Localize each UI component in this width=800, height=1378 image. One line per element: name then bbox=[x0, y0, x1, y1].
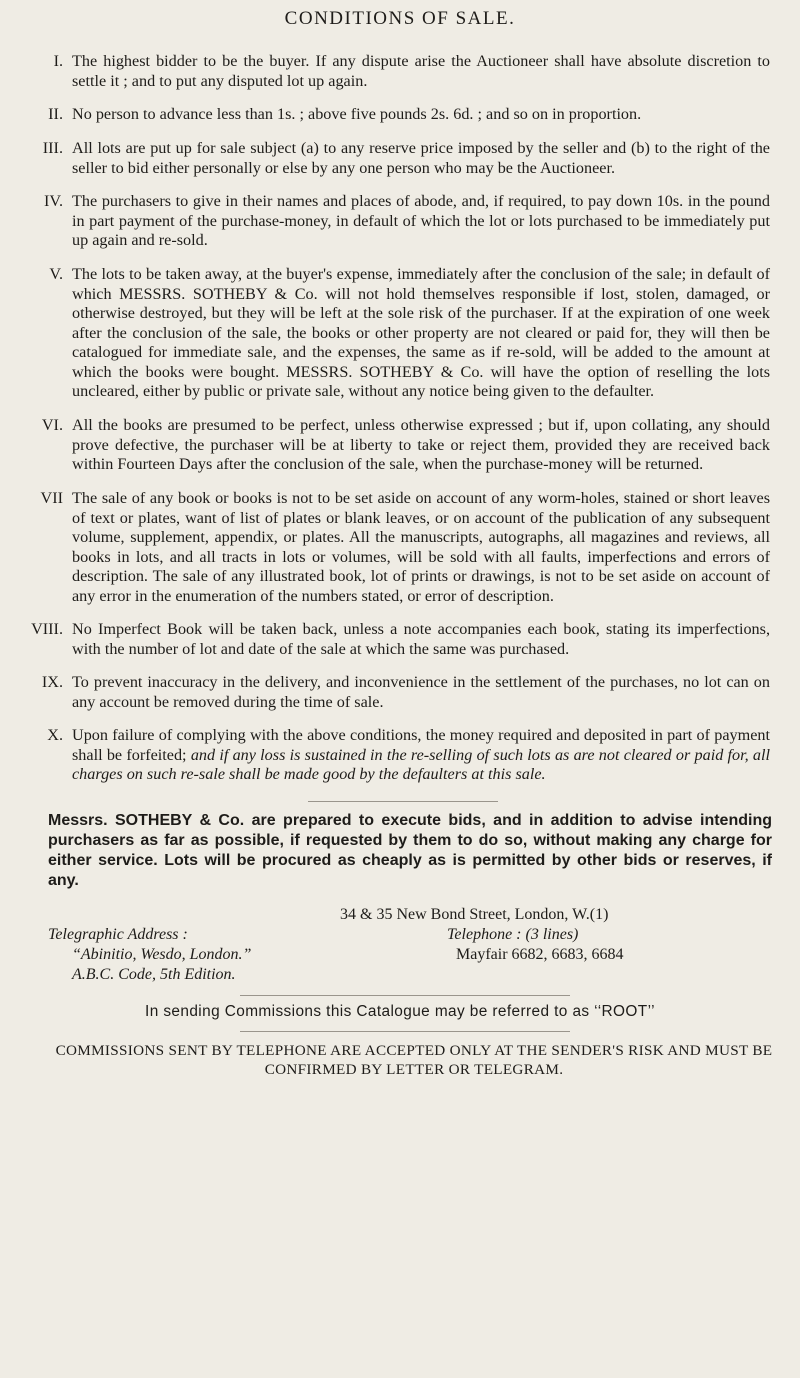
condition-text: The highest bidder to be the buyer. If any dispute arise the Auctioneer shall have absolute discretion to settle it ; and to put any disputed lot up again. bbox=[72, 52, 770, 90]
condition-item bbox=[0, 489, 800, 606]
telephone-label: Telephone : (3 lines) bbox=[447, 926, 579, 943]
condition-number: V. bbox=[49, 265, 63, 283]
telegraphic-address-value: “Abinitio, Wesdo, London.” bbox=[72, 946, 252, 963]
condition-text: The sale of any book or books is not to be set aside on account of any worm-holes, stained or short leaves of text or plates, want of list of plates or blank leaves, or on account of the publication of any subsequent volume, supplement, appendix, or plates. All the manuscripts, autographs, all magazines and reviews, all books in lots, and all tracts in lots or volumes, will be sold with all faults, imperfections and errors of description. The sale of any illustrated book, lot of prints or drawings, is not to be set aside on account of any error in the enumeration of the numbers stated, or error of description. bbox=[72, 489, 770, 605]
condition-item bbox=[0, 139, 800, 178]
abc-code: A.B.C. Code, 5th Edition. bbox=[72, 966, 236, 983]
condition-text: To prevent inaccuracy in the delivery, and inconvenience in the settlement of the purchases, no lot can on any account be removed during the time of sale. bbox=[72, 673, 770, 711]
condition-number: VI. bbox=[41, 416, 63, 434]
condition-text: No Imperfect Book will be taken back, unless a note accompanies each book, stating its imperfections, with the number of lot and date of the sale at which the same was purchased. bbox=[72, 620, 770, 658]
divider bbox=[308, 801, 498, 802]
telegraphic-address-label: Telegraphic Address : bbox=[48, 926, 188, 943]
condition-text-plain: Upon failure of complying with the above conditions, the money required and deposited in part of payment shall be forfeited; bbox=[72, 726, 770, 764]
condition-item bbox=[0, 52, 800, 91]
condition-number: VIII. bbox=[31, 620, 63, 638]
condition-number: III. bbox=[42, 139, 63, 157]
messrs-sotheby-notice: Messrs. SOTHEBY & Co. are prepared to execute bids, and in addition to advise intending purchasers as far as possible, if requested by them to do so, without making any charge for either service. Lots will be procured as cheaply as is permitted by other bids or reserves, if any. bbox=[48, 812, 772, 889]
condition-number: IV. bbox=[43, 192, 63, 210]
condition-item bbox=[0, 265, 800, 402]
condition-item bbox=[0, 416, 800, 475]
condition-text: The purchasers to give in their names and places of abode, and, if required, to pay down 10s. in the pound in part payment of the purchase-money, in default of which the lot or lots purchased to be immediately put up again and re-sold. bbox=[72, 192, 770, 249]
page-title: CONDITIONS OF SALE. bbox=[284, 8, 516, 29]
condition-text: All lots are put up for sale subject (a) to any reserve price imposed by the seller and (b) to the right of the seller to bid either personally or else by any one person who may be the Auctioneer. bbox=[72, 139, 770, 177]
condition-item bbox=[0, 105, 800, 125]
condition-number: X. bbox=[47, 726, 63, 744]
condition-number: IX. bbox=[41, 673, 63, 691]
condition-number: II. bbox=[48, 105, 63, 123]
condition-item bbox=[0, 192, 800, 251]
divider bbox=[240, 995, 570, 996]
condition-item bbox=[0, 726, 800, 785]
condition-number: VII bbox=[40, 489, 63, 507]
condition-item bbox=[0, 620, 800, 659]
condition-text: All the books are presumed to be perfect, unless otherwise expressed ; but if, upon collating, any should prove defective, the purchaser will be at liberty to take or reject them, provided they are received back within Fourteen Days after the conclusion of the sale, when the purchase-money will be returned. bbox=[72, 416, 770, 473]
condition-number: I. bbox=[53, 52, 63, 70]
street-address: 34 & 35 New Bond Street, London, W.(1) bbox=[340, 906, 609, 923]
condition-text: The lots to be taken away, at the buyer's expense, immediately after the conclusion of the sale; in default of which MESSRS. SOTHEBY & Co. will not hold themselves responsible if lost, stolen, damaged, or otherwise destroyed, but they will be left at the sole risk of the purchaser. If at the expiration of one week after the conclusion of the sale, the books or other property are not cleared or paid for, they will then be catalogued for immediate sale, and the expenses, the same as if re-sold, will be added to the amount at which the books were bought. MESSRS. SOTHEBY & Co. will have the option of reselling the lots uncleared, either by public or private sale, without any notice being given to the defaulter. bbox=[72, 265, 770, 400]
condition-item bbox=[0, 673, 800, 712]
condition-text-italic: and if any loss is sustained in the re-selling of such lots as are not cleared or paid for, all charges on such re-sale shall be made good by the defaulters at this sale. bbox=[72, 745, 771, 783]
condition-text: No person to advance less than 1s. ; above five pounds 2s. 6d. ; and so on in proportion. bbox=[72, 105, 642, 123]
condition-text bbox=[72, 726, 800, 785]
telephone-commission-warning: COMMISSIONS SENT BY TELEPHONE ARE ACCEPTED ONLY AT THE SENDER'S RISK AND MUST BE CONFIRMED BY LETTER OR TELEGRAM. bbox=[55, 1042, 773, 1078]
telephone-numbers: Mayfair 6682, 6683, 6684 bbox=[456, 946, 624, 963]
divider bbox=[240, 1031, 570, 1032]
catalogue-reference-note: In sending Commissions this Catalogue may be referred to as ‘‘ROOT’’ bbox=[145, 1003, 655, 1020]
